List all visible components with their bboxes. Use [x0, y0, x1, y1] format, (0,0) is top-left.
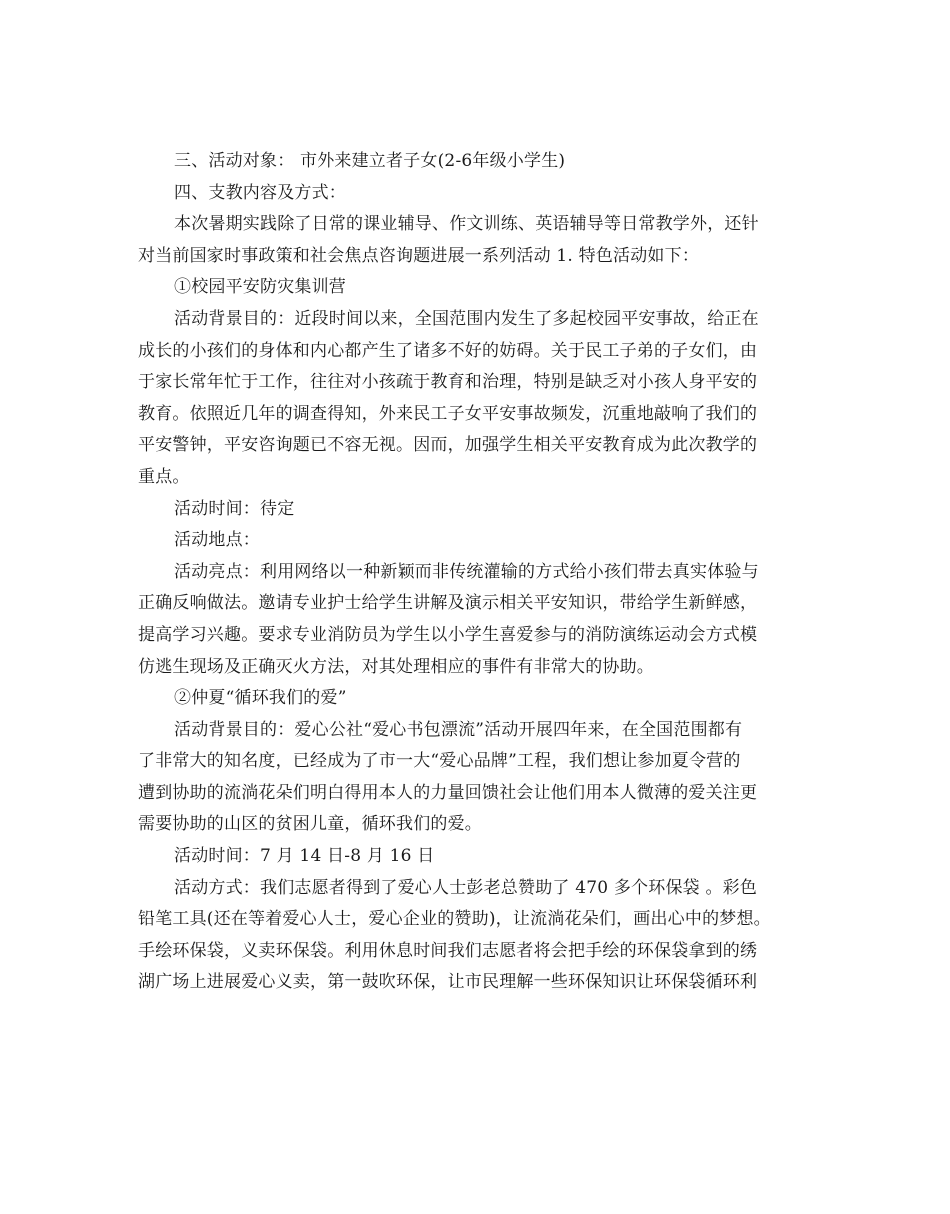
text-line: 活动时间：待定 [174, 498, 295, 519]
text-line: 活动亮点：利用网络以一种新颖而非传统灌输的方式给小孩们带去真实体验与 [174, 561, 759, 582]
text-line: 活动地点： [174, 530, 260, 551]
text-line: 活动背景目的：爱心公社“爱心书包漂流”活动开展四年来，在全国范围都有 [174, 719, 743, 740]
text-line: 成长的小孩们的身体和内心都产生了诸多不好的妨碍。关于民工子弟的子女们，由 [138, 340, 758, 361]
text-line: 四、支教内容及方式： [174, 182, 346, 203]
text-line: 铅笔工具(还在等着爱心人士，爱心企业的赞助)，让流淌花朵们，画出心中的梦想。 [138, 909, 771, 930]
document-page [138, 146, 813, 999]
text-line: 湖广场上进展爱心义卖，第一鼓吹环保，让市民理解一些环保知识让环保袋循环利 [138, 972, 758, 993]
text-line: 活动时间：7 月 14 日-8 月 16 日 [174, 846, 435, 867]
text-line: 平安警钟，平安咨询题已不容无视。因而，加强学生相关平安教育成为此次教学的 [138, 435, 758, 456]
text-line: ①校园平安防灾集训营 [174, 277, 346, 298]
text-line: 手绘环保袋，义卖环保袋。利用休息时间我们志愿者将会把手绘的环保袋拿到的绣 [138, 940, 758, 961]
text-line: 活动背景目的：近段时间以来，全国范围内发生了多起校园平安事故，给正在 [174, 308, 759, 329]
text-line: 活动方式：我们志愿者得到了爱心人士彭老总赞助了 470 多个环保袋 。彩色 [174, 877, 758, 898]
text-line: 了非常大的知名度，已经成为了市一大“爱心品牌”工程，我们想让参加夏令营的 [138, 751, 741, 772]
text-line: 本次暑期实践除了日常的课业辅导、作文训练、英语辅导等日常教学外，还针 [174, 214, 759, 235]
text-line: 正确反响做法。邀请专业护士给学生讲解及演示相关平安知识，带给学生新鲜感， [138, 593, 758, 614]
text-line: ②仲夏“循环我们的爱” [174, 688, 347, 709]
text-line: 三、活动对象： 市外来建立者子女(2-6年级小学生) [174, 151, 566, 171]
text-line: 重点。 [138, 466, 190, 487]
text-line: 仿逃生现场及正确灭火方法，对其处理相应的事件有非常大的协助。 [138, 656, 654, 677]
text-line: 对当前国家时事政策和社会焦点咨询题进展一系列活动 1. 特色活动如下： [138, 245, 700, 266]
text-line: 教育。依照近几年的调查得知，外来民工子女平安事故频发，沉重地敲响了我们的 [138, 403, 758, 424]
text-line: 需要协助的山区的贫困儿童，循环我们的爱。 [138, 814, 482, 835]
text-line: 于家长常年忙于工作，往往对小孩疏于教育和治理，特别是缺乏对小孩人身平安的 [138, 372, 758, 393]
text-line: 遭到协助的流淌花朵们明白得用本人的力量回馈社会让他们用本人微薄的爱关注更 [138, 782, 758, 803]
text-line: 提高学习兴趣。要求专业消防员为学生以小学生喜爱参与的消防演练运动会方式模 [138, 624, 758, 645]
